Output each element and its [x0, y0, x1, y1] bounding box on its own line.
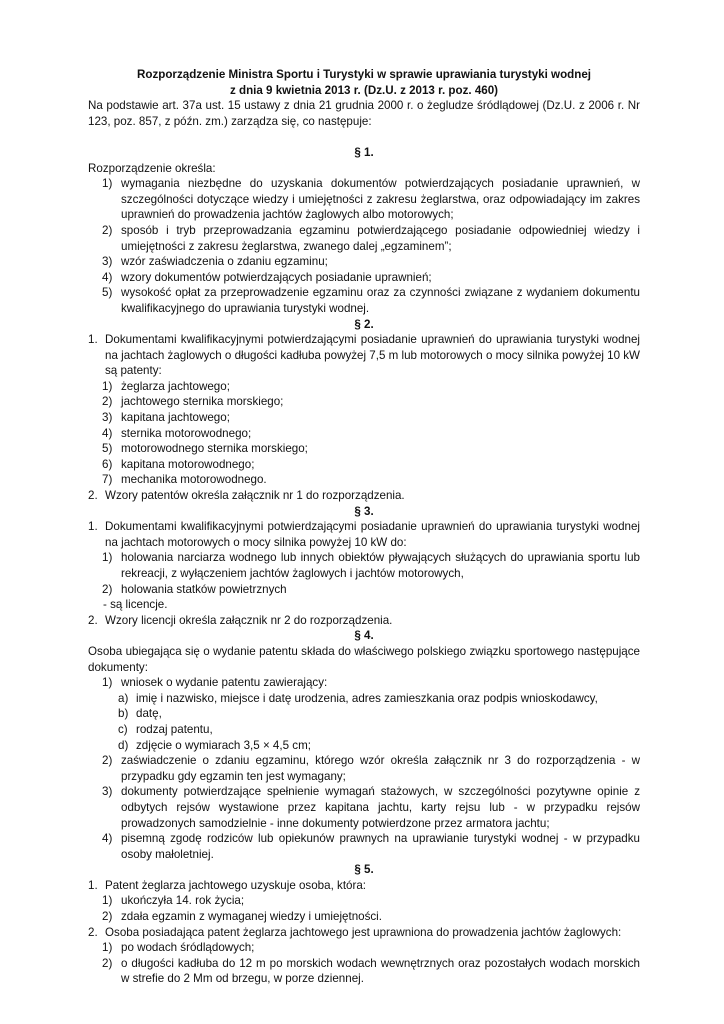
list-text: wniosek o wydanie patentu zawierający:: [121, 676, 328, 690]
section-4-intro: Osoba ubiegająca się o wydanie patentu składa do właściwego polskiego związku sportowego następujące dokumenty:: [88, 644, 640, 674]
list-item: [88, 457, 640, 473]
sub-list-item: [88, 738, 640, 754]
list-tail: - są licencje.: [103, 598, 168, 612]
sub-list-letter: d): [118, 738, 129, 752]
section-5-list-2: [88, 940, 640, 987]
list-text: wysokość opłat za przeprowadzenie egzaminu oraz za czynności związane z wydaniem dokumentu kwalifikacyjnego do uprawiania turystyki wodnej.: [121, 286, 640, 315]
list-number: 2): [102, 223, 113, 237]
paragraph-text: Osoba posiadająca patent żeglarza jachtowego jest uprawniona do prowadzenia jachtów żaglowych:: [105, 925, 622, 939]
list-text: sternika motorowodnego;: [121, 426, 252, 440]
paragraph-number: 1.: [88, 520, 98, 534]
list-item: [88, 426, 640, 442]
list-item: [88, 410, 640, 426]
sub-list-text: imię i nazwisko, miejsce i datę urodzenia, adres zamieszkania oraz podpis wnioskodawcy,: [136, 691, 598, 705]
list-text: wzór zaświadczenia o zdaniu egzaminu;: [121, 255, 328, 269]
section-2-heading: § 2.: [354, 317, 374, 331]
document-title: [88, 67, 640, 98]
list-number: 1): [102, 894, 113, 908]
list-text: mechanika motorowodnego.: [121, 473, 267, 487]
sub-list-letter: c): [118, 722, 128, 736]
list-number: 2): [102, 395, 113, 409]
sub-list-text: datę,: [136, 707, 162, 721]
paragraph-text: Dokumentami kwalifikacyjnymi potwierdzającymi posiadanie uprawnień do uprawiania turystyki wodnej na jachtach motorowych o mocy silnika powyżej 10 kW do:: [105, 520, 640, 549]
list-number: 4): [102, 270, 113, 284]
paragraph-text: Wzory patentów określa załącznik nr 1 do rozporządzenia.: [105, 489, 405, 503]
section-3-list: [88, 550, 640, 597]
list-number: 4): [102, 832, 113, 846]
list-item: [88, 675, 640, 691]
paragraph-number: 2.: [88, 613, 98, 627]
section-5-list-1: [88, 893, 640, 924]
list-item: [88, 582, 640, 598]
list-text: zdała egzamin z wymaganej wiedzy i umiejętności.: [121, 910, 382, 924]
paragraph: [88, 925, 640, 941]
sub-list-item: [88, 722, 640, 738]
list-item: [88, 472, 640, 488]
list-number: 1): [102, 177, 113, 191]
sub-list-letter: a): [118, 691, 129, 705]
list-number: 6): [102, 457, 113, 471]
list-item: [88, 285, 640, 316]
paragraph-text: Patent żeglarza jachtowego uzyskuje osoba, która:: [105, 878, 367, 892]
section-5-heading: § 5.: [354, 863, 374, 877]
list-number: 2): [102, 582, 113, 596]
paragraph-number: 2.: [88, 925, 98, 939]
section-4-heading: § 4.: [354, 629, 374, 643]
section-1-list: [88, 176, 640, 316]
list-number: 3): [102, 785, 113, 799]
list-number: 4): [102, 426, 113, 440]
list-text: zaświadczenie o zdaniu egzaminu, którego wzór określa załącznik nr 3 do rozporządzenia - w przypadku gdy egzamin ten jest wymagany;: [121, 754, 640, 783]
paragraph: [88, 878, 640, 894]
list-text: o długości kadłuba do 12 m po morskich wodach wewnętrznych oraz pozostałych wodach morskich w strefie do 2 Mm od brzegu, w porze dziennej.: [121, 956, 640, 986]
section-1-heading: § 1.: [354, 145, 374, 159]
section-2-list: [88, 379, 640, 488]
list-number: 2): [102, 754, 113, 768]
list-text: po wodach śródlądowych;: [121, 941, 255, 955]
section-1-intro: Rozporządzenie określa:: [88, 161, 216, 175]
list-number: 1): [102, 379, 113, 393]
list-number: 2): [102, 910, 113, 924]
list-number: 5): [102, 286, 113, 300]
list-item: [88, 550, 640, 581]
sub-list-text: rodzaj patentu,: [136, 722, 213, 736]
list-text: sposób i tryb przeprowadzania egzaminu potwierdzającego posiadanie odpowiedniej wiedzy i umiejętności z zakresu żeglarstwa, zwanego dalej „egzaminem”;: [121, 223, 640, 253]
list-text: jachtowego sternika morskiego;: [121, 395, 284, 409]
list-number: 1): [102, 676, 113, 690]
sub-list-text: zdjęcie o wymiarach 3,5 × 4,5 cm;: [136, 738, 311, 752]
list-text: holowania statków powietrznych: [121, 582, 287, 596]
list-number: 5): [102, 442, 113, 456]
list-number: 7): [102, 473, 113, 487]
list-item: [88, 940, 640, 956]
list-text: wzory dokumentów potwierdzających posiadanie uprawnień;: [121, 270, 432, 284]
list-number: 3): [102, 255, 113, 269]
list-item: [88, 831, 640, 862]
list-number: 3): [102, 411, 113, 425]
sub-list-letter: b): [118, 707, 129, 721]
preamble: Na podstawie art. 37a ust. 15 ustawy z dnia 21 grudnia 2000 r. o żegludze śródlądowej (Dz.U. z 2006 r. Nr 123, poz. 857, z późn. zm.) zarządza się, co następuje:: [88, 99, 640, 128]
list-item: [88, 441, 640, 457]
paragraph: [88, 613, 640, 629]
list-item: [88, 270, 640, 286]
list-text: wymagania niezbędne do uzyskania dokumentów potwierdzających posiadanie uprawnień, w szczególności dotyczące wiedzy i umiejętności z zakresu żeglarstwa, oraz odpowiadający im zakres uprawnień do prowadzenia jachtów żaglowych albo motorowych;: [121, 177, 640, 222]
section-4-list: [88, 675, 640, 862]
sub-list-item: [88, 706, 640, 722]
list-text: dokumenty potwierdzające spełnienie wymagań stażowych, w szczególności pozytywne opinie z odbytych rejsów wystawione przez kapitana jachtu, karty rejsu lub - w przypadku rejsów prowadzonych samodzielnie - inne dokumenty potwierdzone przez armatora jachtu;: [121, 785, 640, 830]
list-item: [88, 379, 640, 395]
list-item: [88, 909, 640, 925]
paragraph: [88, 519, 640, 550]
title-line-2: z dnia 9 kwietnia 2013 r. (Dz.U. z 2013 r. poz. 460): [229, 83, 499, 97]
list-text: żeglarza jachtowego;: [121, 379, 230, 393]
list-text: motorowodnego sternika morskiego;: [121, 442, 308, 456]
document-page: [88, 67, 640, 987]
list-item: [88, 753, 640, 784]
paragraph-number: 1.: [88, 878, 98, 892]
list-item: [88, 176, 640, 223]
paragraph: [88, 332, 640, 379]
list-number: 1): [102, 551, 113, 565]
list-item: [88, 254, 640, 270]
paragraph-number: 1.: [88, 333, 98, 347]
paragraph-text: Wzory licencji określa załącznik nr 2 do rozporządzenia.: [105, 613, 393, 627]
paragraph-number: 2.: [88, 489, 98, 503]
title-line-1: Rozporządzenie Ministra Sportu i Turystyki w sprawie uprawiania turystyki wodnej: [137, 68, 591, 81]
list-item: [88, 893, 640, 909]
list-number: 2): [102, 956, 113, 970]
list-text: ukończyła 14. rok życia;: [121, 894, 245, 908]
sub-list-item: [88, 691, 640, 707]
list-text: kapitana jachtowego;: [121, 411, 230, 425]
list-number: 1): [102, 941, 113, 955]
list-text: kapitana motorowodnego;: [121, 457, 255, 471]
list-item: [88, 956, 640, 987]
list-text: pisemną zgodę rodziców lub opiekunów prawnych na uprawianie turystyki wodnej - w przypadku osoby małoletniej.: [121, 832, 640, 861]
list-item: [88, 394, 640, 410]
list-item: [88, 223, 640, 254]
list-item: [88, 784, 640, 831]
list-text: holowania narciarza wodnego lub innych obiektów pływających służących do uprawiania sportu lub rekreacji, z wyłączeniem jachtów żaglowych i jachtów motorowych,: [121, 551, 640, 580]
paragraph-text: Dokumentami kwalifikacyjnymi potwierdzającymi posiadanie uprawnień do uprawiania turystyki wodnej na jachtach żaglowych o długości kadłuba powyżej 7,5 m lub motorowych o mocy silnika powyżej 10 kW są patenty:: [105, 333, 640, 378]
paragraph: [88, 488, 640, 504]
section-3-heading: § 3.: [354, 504, 374, 518]
